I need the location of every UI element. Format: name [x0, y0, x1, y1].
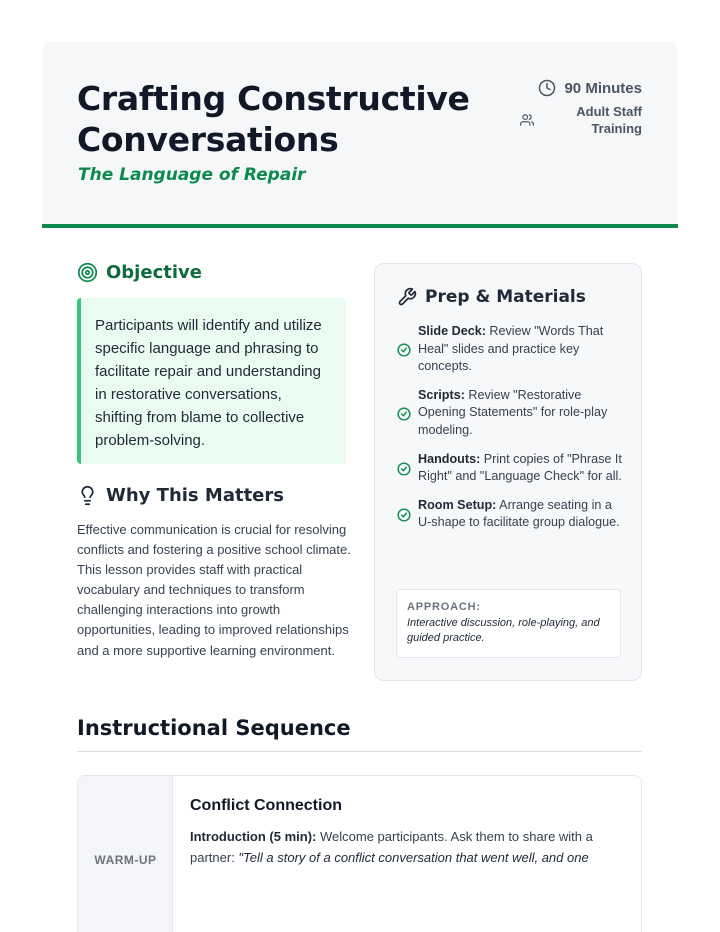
list-item [397, 451, 623, 486]
step-intro-label: Introduction (5 min): [190, 829, 317, 844]
lightbulb-icon [77, 485, 98, 506]
check-circle-icon [397, 389, 411, 440]
prep-item-label: Slide Deck: [418, 324, 486, 338]
audience-meta [520, 103, 642, 137]
objective-box: Participants will identify and utilize specific language and phrasing to facilitate repair and understanding in restorative conversations, shifting from blame to collective problem-solving. [77, 298, 346, 464]
prep-item-text: Print copies of "Phrase It Right" and "Language Check" for all. [418, 451, 622, 484]
prep-item-label: Scripts: [418, 387, 465, 402]
approach-text: Interactive discussion, role-playing, and guided practice. [407, 617, 600, 644]
why-text: Effective communication is crucial for resolving conflicts and fostering a positive school climate. This lesson provides staff with practical vocabulary and techniques to transform challenging interactions into growth opportunities, leading to improved relationships and a more supportive learning environment. [77, 522, 351, 658]
divider [77, 751, 642, 752]
check-circle-icon [397, 325, 411, 376]
prep-list [397, 323, 623, 543]
users-icon [520, 113, 534, 127]
prep-panel [374, 263, 642, 681]
page-subtitle: The Language of Repair [78, 165, 306, 185]
list-item [397, 323, 623, 376]
target-icon [77, 262, 98, 283]
check-circle-icon [397, 453, 411, 486]
phase-sidebar [78, 776, 173, 932]
list-item [397, 497, 623, 532]
sequence-step-card [77, 775, 642, 932]
step-quote: "Tell a story of a conflict conversation that went well, and one [238, 850, 589, 865]
prep-item-text: Arrange seating in a U-shape to facilitate group dialogue. [418, 497, 620, 530]
why-heading: Why This Matters [106, 485, 284, 506]
duration-meta [538, 79, 642, 97]
step-intro-text: Welcome participants. Ask them to share with a partner: [190, 829, 593, 865]
duration-text: 90 Minutes [564, 79, 642, 97]
check-circle-icon [397, 499, 411, 532]
approach-box [396, 589, 621, 658]
prep-item-label: Handouts: [418, 451, 481, 466]
wrench-icon [397, 287, 417, 307]
page-title: Crafting Constructive Conversations [77, 79, 470, 159]
phase-label: WARM-UP [94, 853, 157, 867]
why-section [77, 485, 346, 506]
prep-item-text: Review "Words That Heal" slides and practice key concepts. [418, 324, 604, 374]
header [42, 42, 678, 228]
approach-label: APPROACH: [407, 601, 481, 613]
prep-item-text: Review "Restorative Opening Statements" for role-play modeling. [418, 387, 608, 437]
audience-text: Adult Staff Training [576, 104, 642, 136]
objective-section [77, 262, 346, 283]
step-body [190, 826, 620, 868]
sequence-heading: Instructional Sequence [77, 716, 351, 740]
list-item [397, 387, 623, 440]
clock-icon [538, 79, 556, 97]
prep-heading: Prep & Materials [425, 287, 586, 307]
objective-heading: Objective [106, 262, 202, 283]
step-title: Conflict Connection [190, 797, 342, 814]
prep-item-label: Room Setup: [418, 497, 497, 512]
